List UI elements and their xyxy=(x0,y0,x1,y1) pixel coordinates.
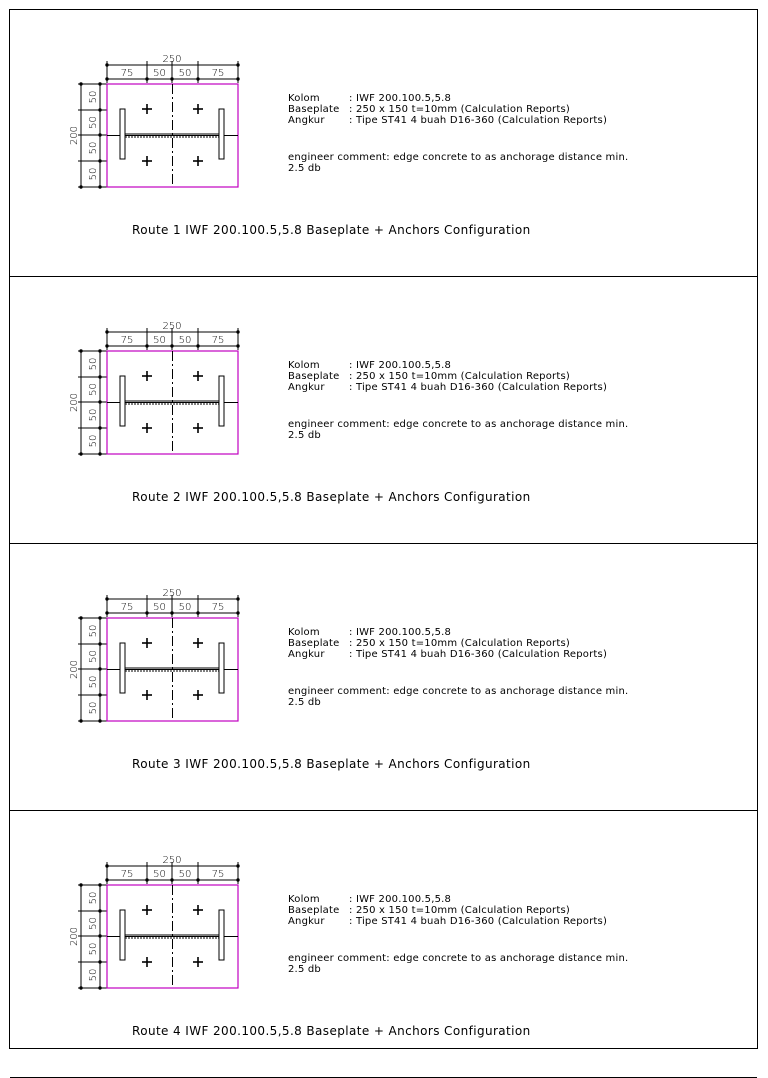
left-total-dim-dot xyxy=(79,616,82,619)
left-total-dim-label: 200 xyxy=(69,926,80,947)
left-total-dim-label: 200 xyxy=(69,659,80,680)
route-title: Route 2 IWF 200.100.5,5.8 Baseplate + Anchors Configuration xyxy=(132,490,531,504)
left-dim-dot xyxy=(98,719,101,722)
info-value: : IWF 200.100.5,5.8 xyxy=(349,894,452,905)
top-segment-dim-label: 75 xyxy=(211,335,225,346)
top-segment-dim-label: 50 xyxy=(178,602,192,613)
iwf-left-flange xyxy=(120,376,125,426)
left-dim-dot xyxy=(98,883,101,886)
top-total-dim-label: 250 xyxy=(162,54,182,65)
left-dim-dot xyxy=(98,909,101,912)
left-segment-dim-label: 50 xyxy=(88,624,99,638)
top-dim-dot xyxy=(170,878,173,881)
top-dim-dot xyxy=(236,611,239,614)
top-total-dim-label: 250 xyxy=(162,588,182,599)
left-segment-dim-label: 50 xyxy=(88,942,99,956)
top-segment-dim-label: 75 xyxy=(211,602,225,613)
top-segment-dim-label: 50 xyxy=(153,602,166,613)
top-segment-dim-label: 75 xyxy=(120,602,134,613)
route-panel-4 xyxy=(10,811,757,1078)
left-dim-dot xyxy=(98,349,101,352)
route-panel-2 xyxy=(10,277,757,544)
top-total-dim-label: 250 xyxy=(162,855,182,866)
left-dim-dot xyxy=(98,375,101,378)
left-dim-dot xyxy=(98,642,101,645)
top-segment-dim-label: 75 xyxy=(120,335,134,346)
top-segment-dim-label: 75 xyxy=(120,869,134,880)
left-segment-dim-label: 50 xyxy=(88,968,99,982)
iwf-right-flange xyxy=(219,376,224,426)
top-dim-dot xyxy=(145,611,148,614)
engineer-comment-cont: 2.5 db xyxy=(288,163,321,174)
baseplate-drawing xyxy=(10,277,757,544)
info-value: : 250 x 150 t=10mm (Calculation Reports) xyxy=(349,905,570,916)
info-label: Kolom xyxy=(288,93,320,104)
left-dim-dot xyxy=(98,108,101,111)
iwf-right-flange xyxy=(219,643,224,693)
top-segment-dim-label: 75 xyxy=(120,68,134,79)
left-dim-dot xyxy=(98,960,101,963)
drawing-group xyxy=(69,588,628,771)
top-dim-dot xyxy=(236,344,239,347)
left-dim-dot xyxy=(98,426,101,429)
top-segment-dim-label: 50 xyxy=(153,869,166,880)
engineer-comment: engineer comment: edge concrete to as anchorage distance min. xyxy=(288,419,629,430)
iwf-left-flange xyxy=(120,109,125,159)
left-segment-dim-label: 50 xyxy=(88,167,99,181)
top-dim-dot xyxy=(145,344,148,347)
info-value: : Tipe ST41 4 buah D16-360 (Calculation Reports) xyxy=(349,916,608,927)
engineer-comment-cont: 2.5 db xyxy=(288,430,321,441)
left-segment-dim-label: 50 xyxy=(88,675,99,689)
left-dim-dot xyxy=(98,185,101,188)
top-total-dim-dot xyxy=(236,63,239,66)
iwf-right-flange xyxy=(219,109,224,159)
top-segment-dim-label: 50 xyxy=(178,869,192,880)
iwf-left-flange xyxy=(120,910,125,960)
left-segment-dim-label: 50 xyxy=(88,408,99,422)
left-dim-dot xyxy=(98,133,101,136)
info-value: : IWF 200.100.5,5.8 xyxy=(349,627,452,638)
left-dim-dot xyxy=(98,159,101,162)
top-segment-dim-label: 75 xyxy=(211,869,225,880)
top-dim-dot xyxy=(170,344,173,347)
top-dim-dot xyxy=(105,77,108,80)
left-total-dim-dot xyxy=(79,719,82,722)
info-label: Baseplate xyxy=(288,371,340,382)
baseplate-drawing xyxy=(10,10,757,277)
drawing-sheet xyxy=(9,9,758,1049)
top-dim-dot xyxy=(196,344,199,347)
drawing-group xyxy=(69,855,628,1038)
info-label: Baseplate xyxy=(288,905,340,916)
left-segment-dim-label: 50 xyxy=(88,357,99,371)
left-dim-dot xyxy=(98,667,101,670)
top-segment-dim-label: 50 xyxy=(153,335,166,346)
left-segment-dim-label: 50 xyxy=(88,917,99,930)
left-segment-dim-label: 50 xyxy=(88,891,99,905)
left-total-dim-label: 200 xyxy=(69,392,80,413)
left-segment-dim-label: 50 xyxy=(88,90,99,104)
left-total-dim-dot xyxy=(79,452,82,455)
route-panel-1 xyxy=(10,10,757,277)
left-total-dim-dot xyxy=(79,82,82,85)
top-dim-dot xyxy=(196,77,199,80)
top-dim-dot xyxy=(105,878,108,881)
top-dim-dot xyxy=(196,878,199,881)
left-segment-dim-label: 50 xyxy=(88,650,99,663)
info-value: : IWF 200.100.5,5.8 xyxy=(349,93,452,104)
top-segment-dim-label: 50 xyxy=(178,335,192,346)
top-segment-dim-label: 50 xyxy=(153,68,166,79)
top-total-dim-dot xyxy=(105,63,108,66)
engineer-comment-cont: 2.5 db xyxy=(288,697,321,708)
top-dim-dot xyxy=(145,878,148,881)
info-value: : 250 x 150 t=10mm (Calculation Reports) xyxy=(349,104,570,115)
left-dim-dot xyxy=(98,400,101,403)
left-segment-dim-label: 50 xyxy=(88,141,99,155)
info-label: Angkur xyxy=(288,916,325,927)
drawing-group xyxy=(69,321,628,504)
left-total-dim-dot xyxy=(79,883,82,886)
left-dim-dot xyxy=(98,82,101,85)
top-total-dim-dot xyxy=(236,597,239,600)
left-total-dim-label: 200 xyxy=(69,125,80,146)
left-dim-dot xyxy=(98,934,101,937)
top-dim-dot xyxy=(170,611,173,614)
top-dim-dot xyxy=(236,77,239,80)
left-segment-dim-label: 50 xyxy=(88,434,99,448)
top-dim-dot xyxy=(105,344,108,347)
info-value: : Tipe ST41 4 buah D16-360 (Calculation Reports) xyxy=(349,649,608,660)
info-label: Baseplate xyxy=(288,638,340,649)
info-value: : 250 x 150 t=10mm (Calculation Reports) xyxy=(349,371,570,382)
info-value: : Tipe ST41 4 buah D16-360 (Calculation Reports) xyxy=(349,115,608,126)
info-label: Angkur xyxy=(288,649,325,660)
info-value: : 250 x 150 t=10mm (Calculation Reports) xyxy=(349,638,570,649)
engineer-comment-cont: 2.5 db xyxy=(288,964,321,975)
top-dim-dot xyxy=(196,611,199,614)
info-label: Kolom xyxy=(288,627,320,638)
left-dim-dot xyxy=(98,616,101,619)
left-segment-dim-label: 50 xyxy=(88,116,99,129)
top-dim-dot xyxy=(236,878,239,881)
route-title: Route 1 IWF 200.100.5,5.8 Baseplate + Anchors Configuration xyxy=(132,223,531,237)
top-total-dim-dot xyxy=(105,330,108,333)
top-total-dim-dot xyxy=(105,597,108,600)
baseplate-drawing xyxy=(10,811,757,1078)
top-total-dim-dot xyxy=(105,864,108,867)
top-dim-dot xyxy=(105,611,108,614)
left-total-dim-dot xyxy=(79,185,82,188)
top-total-dim-dot xyxy=(236,330,239,333)
route-title: Route 4 IWF 200.100.5,5.8 Baseplate + Anchors Configuration xyxy=(132,1024,531,1038)
left-dim-dot xyxy=(98,986,101,989)
left-total-dim-dot xyxy=(79,986,82,989)
top-total-dim-label: 250 xyxy=(162,321,182,332)
info-label: Angkur xyxy=(288,382,325,393)
iwf-right-flange xyxy=(219,910,224,960)
info-value: : Tipe ST41 4 buah D16-360 (Calculation Reports) xyxy=(349,382,608,393)
engineer-comment: engineer comment: edge concrete to as anchorage distance min. xyxy=(288,686,629,697)
baseplate-drawing xyxy=(10,544,757,811)
route-panel-3 xyxy=(10,544,757,811)
top-total-dim-dot xyxy=(236,864,239,867)
engineer-comment: engineer comment: edge concrete to as anchorage distance min. xyxy=(288,953,629,964)
route-title: Route 3 IWF 200.100.5,5.8 Baseplate + Anchors Configuration xyxy=(132,757,531,771)
left-dim-dot xyxy=(98,452,101,455)
top-dim-dot xyxy=(170,77,173,80)
left-segment-dim-label: 50 xyxy=(88,701,99,715)
info-label: Angkur xyxy=(288,115,325,126)
top-dim-dot xyxy=(145,77,148,80)
info-label: Kolom xyxy=(288,360,320,371)
info-value: : IWF 200.100.5,5.8 xyxy=(349,360,452,371)
info-label: Baseplate xyxy=(288,104,340,115)
top-segment-dim-label: 50 xyxy=(178,68,192,79)
info-label: Kolom xyxy=(288,894,320,905)
iwf-left-flange xyxy=(120,643,125,693)
engineer-comment: engineer comment: edge concrete to as anchorage distance min. xyxy=(288,152,629,163)
left-segment-dim-label: 50 xyxy=(88,383,99,396)
left-dim-dot xyxy=(98,693,101,696)
drawing-group xyxy=(69,54,628,237)
top-segment-dim-label: 75 xyxy=(211,68,225,79)
left-total-dim-dot xyxy=(79,349,82,352)
